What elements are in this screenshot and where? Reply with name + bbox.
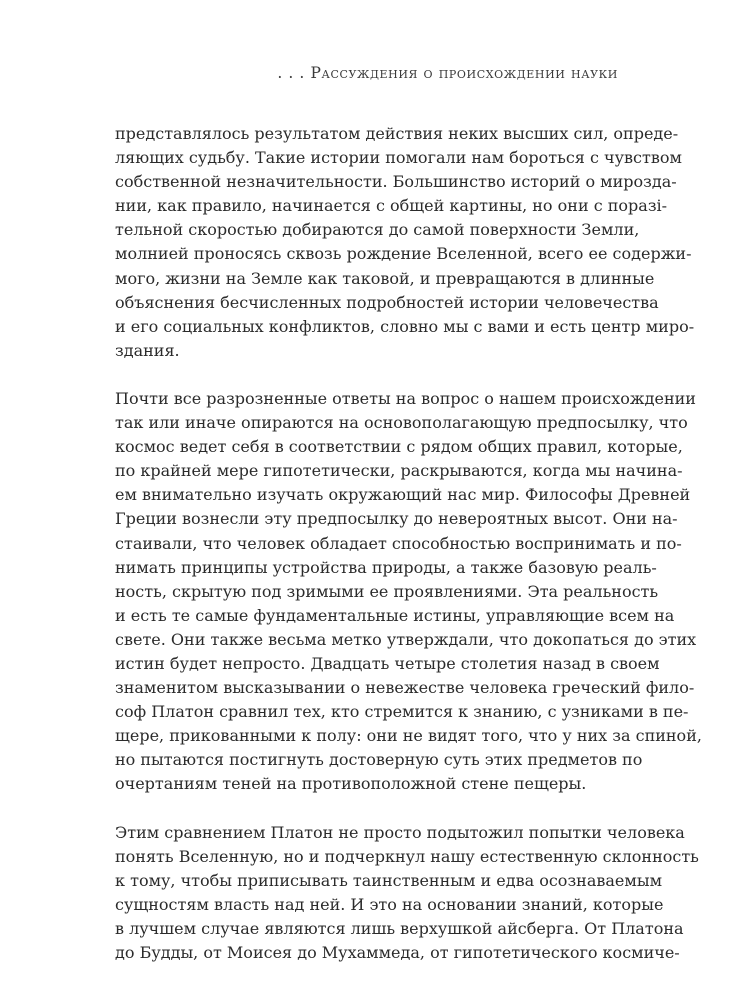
text-line: мого, жизни на Земле как таковой, и превращаются в длинные: [115, 268, 655, 288]
text-line: так или иначе опираются на основополагающую предпосылку, что: [115, 413, 688, 433]
text-line: истин будет непросто. Двадцать четыре столетия назад в своем: [115, 653, 660, 673]
text-line: молнией проносясь сквозь рождение Вселенной, всего ее содержи-: [115, 244, 692, 264]
text-line: щере, прикованными к полу: они не видят того, что у них за спиной,: [115, 726, 702, 746]
text-line: космос ведет себя в соответствии с рядом общих правил, которые,: [115, 437, 683, 457]
text-line: здания.: [115, 340, 180, 360]
paragraph-1: [115, 122, 695, 363]
paragraph-gap: [115, 363, 633, 387]
text-line: до Будды, от Моисея до Мухаммеда, от гипотетического космиче-: [115, 943, 680, 962]
text-line: понять Вселенную, но и подчеркнул нашу естественную склонность: [115, 846, 699, 866]
text-line: очертаниям теней на противоположной стене пещеры.: [115, 774, 587, 794]
text-line: объяснения бесчисленных подробностей истории человечества: [115, 292, 659, 312]
text-line: нимать принципы устройства природы, а также базовую реаль-: [115, 557, 657, 577]
text-line: знаменитом высказывании о невежестве человека греческий фило-: [115, 678, 695, 698]
paragraph-gap: [115, 797, 633, 821]
text-line: ность, скрытую под зримыми ее проявлениями. Эта реальность: [115, 581, 659, 601]
text-line: Этим сравнением Платон не просто подытожил попытки человека: [115, 822, 685, 842]
text-line: соф Платон сравнил тех, кто стремится к знанию, с узниками в пе-: [115, 702, 689, 722]
text-line: нии, как правило, начинается с общей картины, но они с поразі-: [115, 196, 668, 216]
paragraph-3: [115, 821, 699, 966]
text-line: к тому, чтобы приписывать таинственным и едва осознаваемым: [115, 870, 663, 890]
text-line: и его социальных конфликтов, словно мы с вами и есть центр миро-: [115, 316, 695, 336]
text-line: собственной незначительности. Большинство историй о мирозда-: [115, 172, 677, 192]
text-line: и есть те самые фундаментальные истины, управляющие всем на: [115, 605, 675, 625]
text-line: тельной скоростью добираются до самой поверхности Земли,: [115, 220, 640, 240]
text-line: но пытаются постигнуть достоверную суть этих предметов по: [115, 750, 643, 770]
text-line: в лучшем случае являются лишь верхушкой айсберга. От Платона: [115, 918, 684, 938]
text-line: ем внимательно изучать окружающий нас мир. Философы Древней: [115, 485, 691, 505]
body-text: [115, 122, 702, 965]
text-line: Почти все разрозненные ответы на вопрос о нашем происхождении: [115, 388, 696, 408]
text-line: свете. Они также весьма метко утверждали, что докопаться до этих: [115, 629, 697, 649]
text-line: сущностям власть над ней. И это на основании знаний, которые: [115, 894, 664, 914]
text-line: стаивали, что человек обладает способностью воспринимать и по-: [115, 533, 682, 553]
running-head: . . . Рассуждения о происхождении науки: [277, 64, 618, 82]
text-line: ляющих судьбу. Такие истории помогали нам бороться с чувством: [115, 148, 682, 168]
text-line: Греции вознесли эту предпосылку до невероятных высот. Они на-: [115, 509, 678, 529]
paragraph-2: [115, 387, 702, 797]
text-line: по крайней мере гипотетически, раскрываются, когда мы начина-: [115, 461, 683, 481]
text-line: представлялось результатом действия неких высших сил, опреде-: [115, 124, 679, 143]
